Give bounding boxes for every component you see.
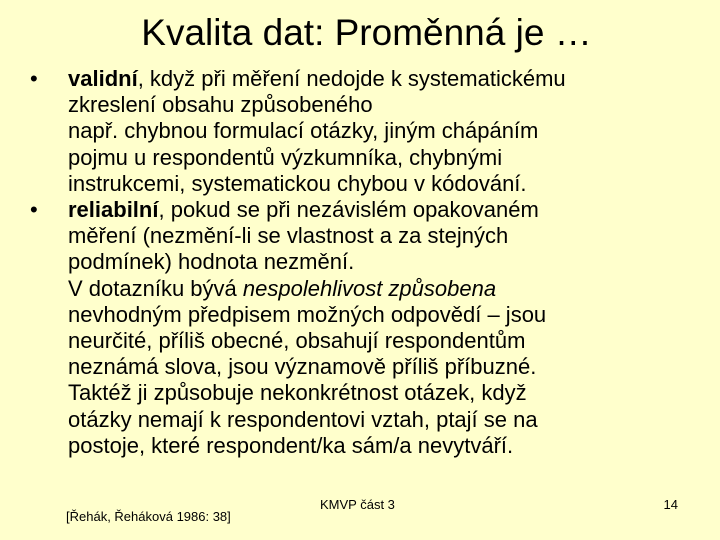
bullet-text-line: Taktéž ji způsobuje nekonkrétnost otázek, když bbox=[68, 380, 527, 406]
bullet-text-rest: , pokud se při nezávislém opakovaném bbox=[158, 197, 539, 223]
italic-phrase: nespolehlivost způsobena bbox=[242, 275, 497, 301]
bullet-list bbox=[30, 66, 710, 459]
bullet-text-line bbox=[68, 66, 710, 92]
footer-course-label: KMVP část 3 bbox=[320, 497, 395, 512]
bullet-text-line: zkreslení obsahu způsobeného bbox=[68, 92, 373, 118]
bullet-text-line: měření (nezmění-li se vlastnost a za stejných bbox=[68, 223, 509, 249]
bullet-text-line: neznámá slova, jsou významově příliš příbuzné. bbox=[68, 354, 537, 380]
bullet-validity bbox=[30, 66, 710, 197]
bullet-text-line bbox=[68, 197, 710, 223]
bullet-reliability bbox=[30, 197, 710, 459]
bullet-text-line: pojmu u respondentů výzkumníka, chybnými bbox=[68, 144, 503, 170]
term-reliabilni: reliabilní bbox=[68, 197, 159, 223]
bullet-marker: • bbox=[30, 66, 38, 91]
footer-page-number: 14 bbox=[663, 497, 678, 512]
italic-line-prefix: V dotazníku bývá bbox=[68, 275, 243, 301]
footer-source-citation: [Řehák, Řeháková 1986: 38] bbox=[66, 509, 231, 524]
bullet-text-line: neurčité, příliš obecné, obsahují respondentům bbox=[68, 328, 526, 354]
slide-title: Kvalita dat: Proměnná je … bbox=[141, 12, 592, 53]
bullet-text-line: např. chybnou formulací otázky, jiným chápáním bbox=[68, 118, 539, 144]
bullet-text-line bbox=[68, 276, 710, 302]
bullet-text-line: nevhodným předpisem možných odpovědí – jsou bbox=[68, 301, 547, 327]
term-validni: validní bbox=[68, 66, 138, 91]
bullet-text-rest: , když při měření nedojde k systematickému bbox=[137, 66, 566, 91]
bullet-text-line: instrukcemi, systematickou chybou v kódování. bbox=[68, 170, 527, 196]
bullet-marker: • bbox=[30, 197, 38, 223]
bullet-text-line: otázky nemají k respondentovi vztah, ptají se na bbox=[68, 406, 538, 432]
bullet-text-line: postoje, které respondent/ka sám/a nevytváří. bbox=[68, 432, 514, 458]
bullet-text-line: podmínek) hodnota nezmění. bbox=[68, 249, 355, 275]
